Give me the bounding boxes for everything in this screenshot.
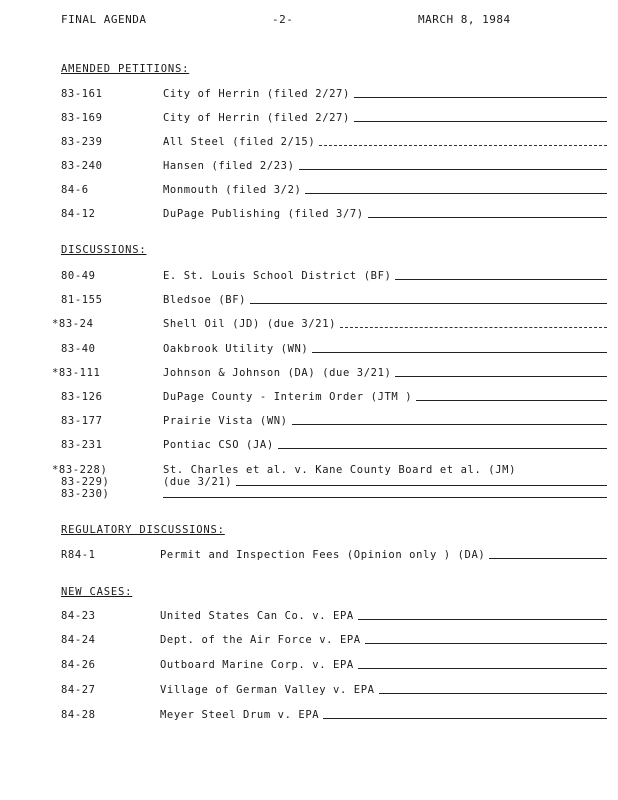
docket-number: 83-177 <box>61 415 103 427</box>
signature-line <box>305 192 607 194</box>
case-title-continued: (due 3/21) <box>163 476 233 488</box>
header-date: MARCH 8, 1984 <box>418 13 511 26</box>
case-title: Meyer Steel Drum v. EPA <box>160 709 320 721</box>
agenda-item <box>160 634 607 646</box>
agenda-item <box>160 684 607 696</box>
docket-number: 83-126 <box>61 391 103 403</box>
agenda-item <box>163 439 607 451</box>
agenda-item <box>163 88 607 100</box>
case-title: City of Herrin (filed 2/27) <box>163 112 350 124</box>
agenda-item <box>160 659 607 671</box>
docket-number: 84-28 <box>61 709 96 721</box>
signature-line <box>236 484 607 486</box>
case-title: Oakbrook Utility (WN) <box>163 343 309 355</box>
section-heading-amended-petitions: AMENDED PETITIONS: <box>61 63 190 75</box>
signature-line <box>365 642 607 644</box>
agenda-item <box>163 343 607 355</box>
docket-number: 83-239 <box>61 136 103 148</box>
signature-line <box>358 667 607 669</box>
header-title: FINAL AGENDA <box>61 13 147 26</box>
signature-line <box>395 278 607 280</box>
case-title: Shell Oil (JD) (due 3/21) <box>163 318 337 330</box>
agenda-item <box>163 136 607 148</box>
case-title: City of Herrin (filed 2/27) <box>163 88 350 100</box>
signature-line <box>312 351 607 353</box>
agenda-item <box>163 476 607 488</box>
page-number: -2- <box>272 13 294 26</box>
docket-number: 83-169 <box>61 112 103 124</box>
signature-line <box>379 692 607 694</box>
docket-number: 83-231 <box>61 439 103 451</box>
docket-number: 83-230) <box>61 488 110 500</box>
docket-number: 84-12 <box>61 208 96 220</box>
signature-line <box>250 302 607 304</box>
docket-number: 83-229) <box>61 476 110 488</box>
case-title: Hansen (filed 2/23) <box>163 160 295 172</box>
signature-line <box>358 618 607 620</box>
case-title: Dept. of the Air Force v. EPA <box>160 634 361 646</box>
section-heading-new-cases: NEW CASES: <box>61 586 133 598</box>
case-title: St. Charles et al. v. Kane County Board et al. (JM) <box>163 464 516 476</box>
section-heading-regulatory-discussions: REGULATORY DISCUSSIONS: <box>61 524 225 536</box>
agenda-item <box>163 208 607 220</box>
docket-number: 83-40 <box>61 343 96 355</box>
case-title: DuPage County - Interim Order (JTM ) <box>163 391 413 403</box>
case-title: Johnson & Johnson (DA) (due 3/21) <box>163 367 392 379</box>
agenda-item <box>160 610 607 622</box>
agenda-item <box>160 549 607 561</box>
docket-number: 81-155 <box>61 294 103 306</box>
signature-line <box>368 216 607 218</box>
case-title: Village of German Valley v. EPA <box>160 684 375 696</box>
agenda-item <box>160 709 607 721</box>
section-heading-discussions: DISCUSSIONS: <box>61 244 147 256</box>
docket-number: 80-49 <box>61 270 96 282</box>
signature-line <box>395 375 607 377</box>
signature-line <box>416 399 607 401</box>
agenda-item <box>163 184 607 196</box>
docket-number: 83-240 <box>61 160 103 172</box>
case-title: All Steel (filed 2/15) <box>163 136 316 148</box>
case-title: E. St. Louis School District (BF) <box>163 270 392 282</box>
case-title: Prairie Vista (WN) <box>163 415 288 427</box>
signature-line <box>354 120 607 122</box>
signature-line <box>323 717 607 719</box>
case-title: Outboard Marine Corp. v. EPA <box>160 659 354 671</box>
docket-number: 84-24 <box>61 634 96 646</box>
signature-line <box>319 144 607 146</box>
signature-line <box>354 96 607 98</box>
docket-number: 83-161 <box>61 88 103 100</box>
case-title: Monmouth (filed 3/2) <box>163 184 302 196</box>
agenda-item <box>163 415 607 427</box>
agenda-item <box>163 318 607 330</box>
case-title: United States Can Co. v. EPA <box>160 610 354 622</box>
agenda-item <box>163 270 607 282</box>
agenda-item <box>163 112 607 124</box>
agenda-item <box>163 367 607 379</box>
docket-number: *83-24 <box>52 318 94 330</box>
agenda-item <box>163 391 607 403</box>
docket-number: 84-27 <box>61 684 96 696</box>
agenda-item <box>163 160 607 172</box>
docket-number: 84-26 <box>61 659 96 671</box>
docket-number: 84-6 <box>61 184 89 196</box>
case-title: Pontiac CSO (JA) <box>163 439 274 451</box>
agenda-item <box>163 294 607 306</box>
case-title: Bledsoe (BF) <box>163 294 247 306</box>
signature-line <box>299 168 607 170</box>
signature-line <box>292 423 607 425</box>
signature-line <box>489 557 607 559</box>
docket-number: *83-228) <box>52 464 108 476</box>
signature-line <box>163 497 607 498</box>
docket-number: *83-111 <box>52 367 101 379</box>
docket-number: 84-23 <box>61 610 96 622</box>
case-title: Permit and Inspection Fees (Opinion only ) (DA) <box>160 549 486 561</box>
signature-line <box>340 326 607 328</box>
docket-number: R84-1 <box>61 549 96 561</box>
signature-line <box>278 447 607 449</box>
case-title: DuPage Publishing (filed 3/7) <box>163 208 364 220</box>
